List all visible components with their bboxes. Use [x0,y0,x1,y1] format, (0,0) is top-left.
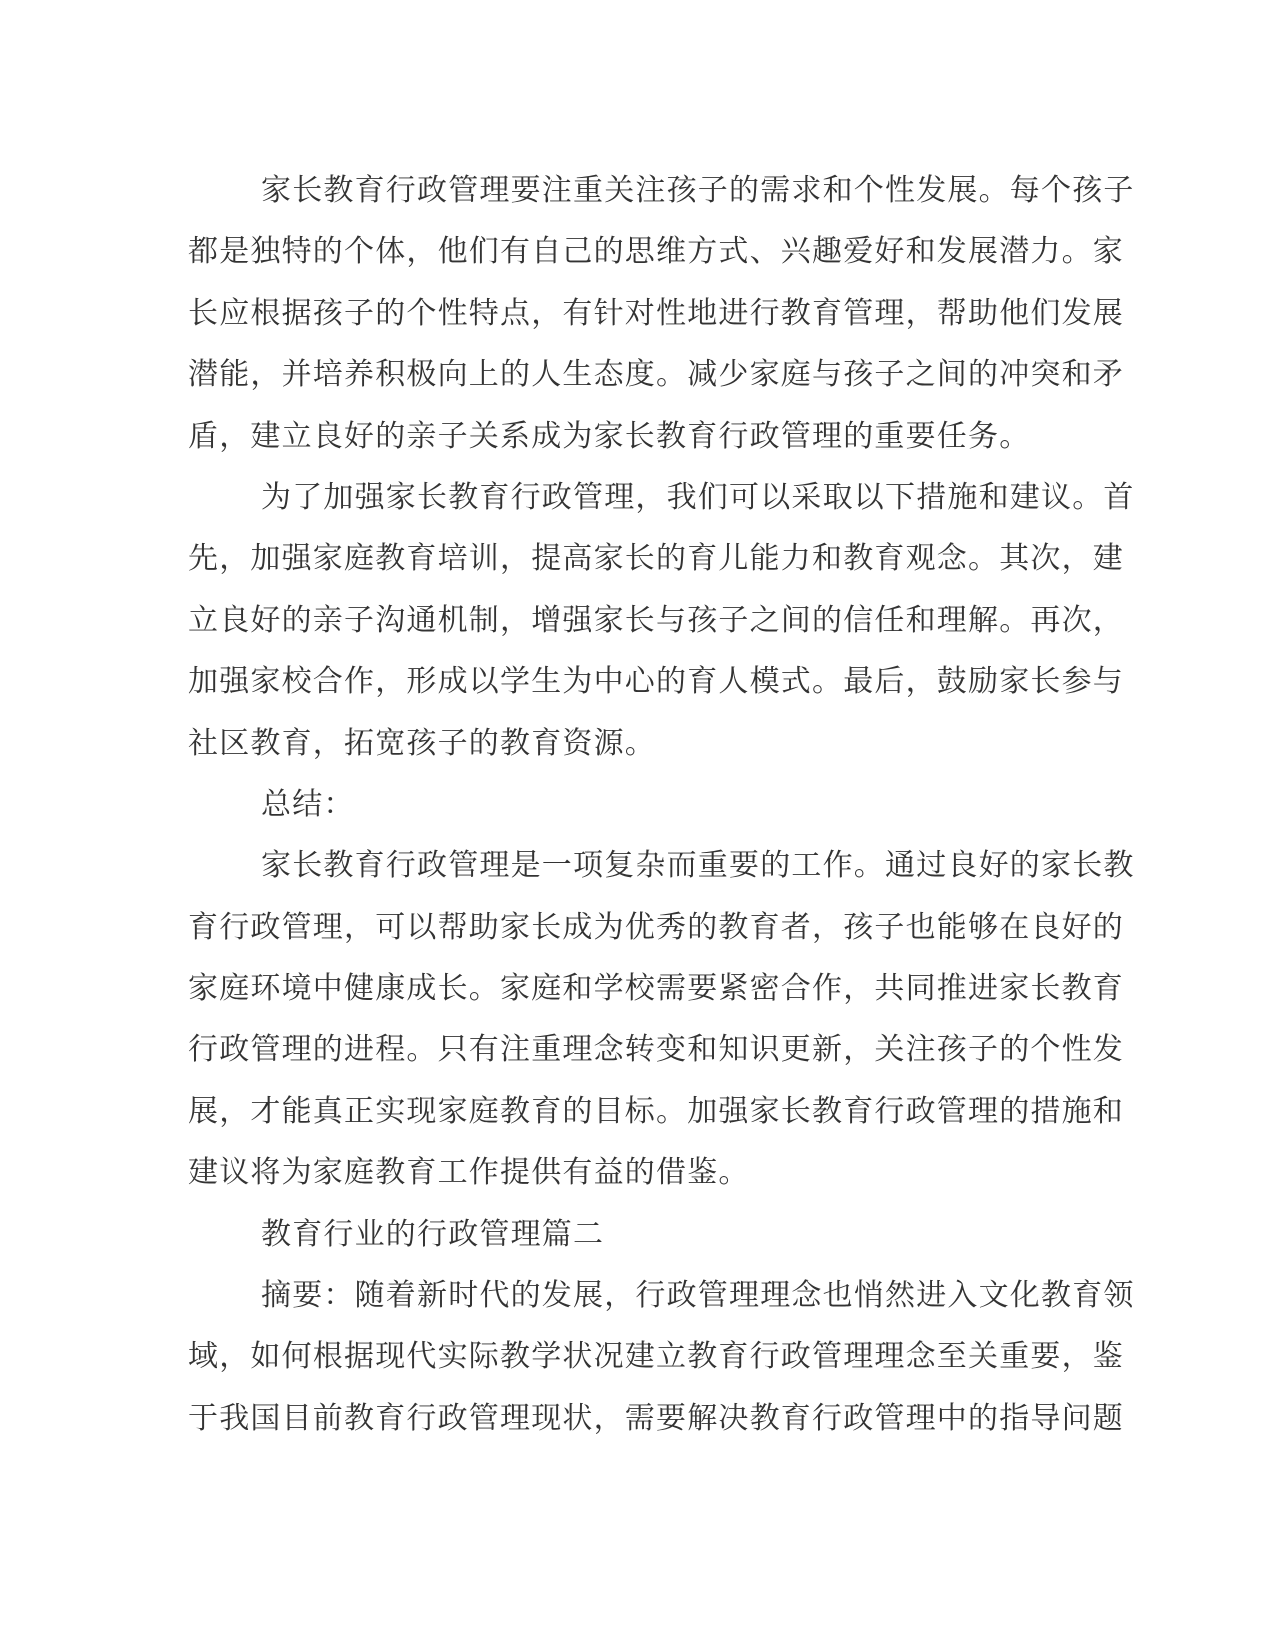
paragraph-line: 家庭环境中健康成长。家庭和学校需要紧密合作，共同推进家长教育 [188,971,1124,1007]
paragraph-line: 展，才能真正实现家庭教育的目标。加强家长教育行政管理的措施和 [188,1093,1124,1129]
paragraph-line: 加强家校合作，形成以学生为中心的育人模式。最后，鼓励家长参与 [188,664,1124,700]
paragraph-line: 潜能，并培养积极向上的人生态度。减少家庭与孩子之间的冲突和矛 [188,357,1124,393]
paragraph-line: 域，如何根据现代实际教学状况建立教育行政管理理念至关重要，鉴 [188,1339,1124,1375]
paragraph-line: 于我国目前教育行政管理现状，需要解决教育行政管理中的指导问题 [188,1400,1124,1436]
summary-heading: 总结： [261,786,355,822]
paragraph-line: 摘要：随着新时代的发展，行政管理理念也悄然进入文化教育领 [261,1278,1135,1314]
paragraph-line: 立良好的亲子沟通机制，增强家长与孩子之间的信任和理解。再次， [188,602,1124,638]
paragraph-line: 盾，建立良好的亲子关系成为家长教育行政管理的重要任务。 [188,418,1031,454]
paragraph-line: 家长教育行政管理要注重关注孩子的需求和个性发展。每个孩子 [261,173,1135,208]
paragraph-line: 长应根据孩子的个性特点，有针对性地进行教育管理，帮助他们发展 [188,295,1124,331]
paragraph-line: 为了加强家长教育行政管理，我们可以采取以下措施和建议。首 [261,479,1135,515]
paragraph-line: 家长教育行政管理是一项复杂而重要的工作。通过良好的家长教 [261,848,1135,884]
paragraph-line: 先，加强家庭教育培训，提高家长的育儿能力和教育观念。其次，建 [188,541,1124,577]
paragraph-line: 社区教育，拓宽孩子的教育资源。 [188,725,656,761]
paragraph-line: 育行政管理，可以帮助家长成为优秀的教育者，孩子也能够在良好的 [188,909,1124,945]
paragraph-line: 行政管理的进程。只有注重理念转变和知识更新，关注孩子的个性发 [188,1032,1124,1068]
document-body [188,160,1135,1449]
paragraph-line: 都是独特的个体，他们有自己的思维方式、兴趣爱好和发展潜力。家 [188,234,1124,270]
paragraph-line: 建议将为家庭教育工作提供有益的借鉴。 [188,1155,750,1191]
section-heading: 教育行业的行政管理篇二 [261,1216,605,1252]
